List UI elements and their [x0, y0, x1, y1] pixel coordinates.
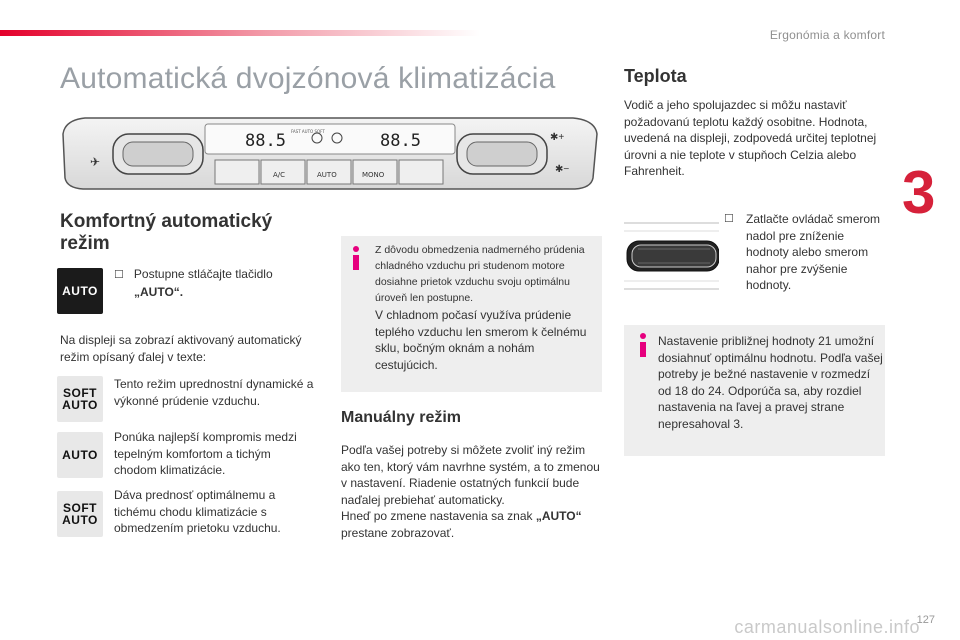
fan-plus-icon: ✱+	[550, 132, 565, 143]
manual-mode-text: Podľa vašej potreby si môžete zvoliť iný režim ako ten, ktorý vám navrhne systém, a to zmenou v nastavení. Riadenie ostatných funkcií bude naďalej prebiehať automaticky. Hneď po zmene nastavenia sa znak „AUTO“ prestane zobrazovať.	[341, 443, 600, 540]
manual-mode-heading: Manuálny režim	[341, 409, 462, 426]
info-icon	[349, 246, 363, 272]
right-temp-display: 88.5	[380, 131, 421, 151]
info-icon	[636, 333, 650, 359]
fan-minus-icon: ✱−	[555, 164, 570, 175]
soft-auto-badge: SOFT AUTO	[57, 376, 103, 422]
page-number: 127	[916, 614, 935, 626]
chapter-number: 3	[902, 159, 936, 226]
checkbox-bullet-icon: ☐	[114, 269, 124, 281]
comfort-intro: Na displeji sa zobrazí aktivovaný automatický režim opísaný ďalej v texte:	[60, 333, 302, 364]
comfort-step: ☐ Postupne stláčajte tlačidlo „AUTO“.	[114, 267, 273, 299]
temperature-knob-illustration	[624, 217, 719, 295]
svg-text:A/C: A/C	[273, 171, 286, 179]
checkbox-bullet-icon: ☐	[724, 213, 734, 225]
front-defrost-button	[399, 160, 443, 184]
info-box-cold-start: Z dôvodu obmedzenia nadmerného prúdenia chladného vzduchu pri studenom motore dosiahne prietok vzduchu svoju optimálnu úroveň len postupne. V chladnom počasí využíva prúdenie teplého vzduchu len smerom k čelnému sklu, bočným oknám a nohám cestujúcich.	[341, 236, 602, 392]
mode-description: Dáva prednosť optimálnemu a tichému chodu klimatizácie s obmedzením prietoku vzduchu.	[114, 488, 281, 535]
rear-defrost-button	[215, 160, 259, 184]
page-title: Automatická dvojzónová klimatizácia	[60, 62, 556, 95]
climate-panel-illustration	[55, 112, 603, 192]
airflow-distribution-icon: ✈	[90, 155, 101, 169]
mode-description: Ponúka najlepší kompromis medzi tepelným komfortom a tichým chodom klimatizácie.	[114, 430, 297, 477]
svg-text:MONO: MONO	[362, 171, 385, 179]
fast-auto-soft-label: FAST AUTO SOFT	[291, 129, 325, 134]
temperature-text: Vodič a jeho spolujazdec si môžu nastaviť požadovanú teplotu každý osobitne. Hodnota, uvedená na displeji, zodpovedá určitej teplotnej úrovni a nie teplote v stupňoch Celzia alebo Fahrenheit.	[624, 98, 877, 178]
temperature-step: ☐ Zatlačte ovládač smerom nadol pre zníženie hodnoty alebo smerom nahor pre zvýšenie hodnoty.	[724, 212, 881, 292]
comfort-mode-heading: Komfortný automatický režim	[60, 211, 273, 254]
watermark: carmanualsonline.info	[734, 617, 920, 637]
mode-description: Tento režim uprednostní dynamické a výkonné prúdenie vzduchu.	[114, 377, 314, 408]
section-title: Ergonómia a komfort	[769, 28, 885, 42]
svg-text:AUTO: AUTO	[317, 171, 337, 179]
soft-auto-badge: SOFT AUTO	[57, 491, 103, 537]
header-accent-bar	[0, 30, 480, 36]
auto-badge: AUTO	[57, 432, 103, 478]
temperature-heading: Teplota	[624, 66, 687, 86]
auto-button-icon: AUTO	[57, 268, 103, 314]
info-box-recommended-temp: Nastavenie približnej hodnoty 21 umožní dosiahnuť optimálnu hodnotu. Podľa vašej potreby je bežné nastavenie v rozmedzí od 18 do 24. Odporúča sa, aby rozdiel nastavenia na ľavej a pravej strane nepresahoval 3.	[624, 325, 885, 456]
left-temp-display: 88.5	[245, 131, 286, 151]
panel-buttons-row	[215, 160, 443, 184]
